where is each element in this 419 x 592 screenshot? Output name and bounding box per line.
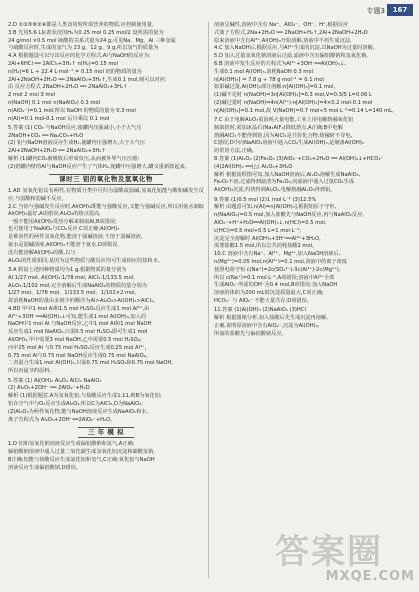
left-column — [8, 20, 204, 580]
text-line: Al₂O₃:1/102 mol,完全溶解后生成NaAlO₂的物质的量分别为 — [8, 282, 147, 289]
section-band-2-title: 三 年 模 拟 — [78, 427, 134, 438]
text-line: 式离子方程式,2Na+2H₂O ══ 2NaOH+H₂↑,2Al+2NaOH+2H₂O — [214, 29, 368, 36]
text-line: 6.B 溶液中发生反应的方程式为Al³⁺+3OH⁻══Al(OH)₃↓, — [214, 60, 346, 67]
text-line: 2.C 当铝与强碱发生反应时,Al(OH)₃既能与强酸反应,又能与强碱反应,所以用氨水制取Al(OH)₃最好,A项错误;Al₂O₃的熔点很高, — [8, 203, 204, 217]
text-line: 一般不能用Al(OH)₃受热分解来制取Al,B项错误; — [8, 218, 117, 225]
text-line: 溶液呈碱性,溶液中含有 Na⁺、AlO₂⁻、OH⁻、H⁺,根据反应 — [214, 22, 349, 28]
answers-block-3 — [8, 188, 204, 264]
text-line: Fe₂O₃不溶,过滤得到滤渣为Fe₂O₃;向滤液中通入过量CO₂生成 — [214, 179, 355, 186]
text-line: c(HCl)=0.5 mol÷0.5 L=1 mol·L⁻¹; — [214, 227, 301, 234]
text-line: 解析 (1)根据题意,A为氢氧化铝,与盐酸反应生成1.11,则B为氧化铝; — [8, 393, 162, 400]
text-line: 按照电荷守恒 c(Na⁺)=2c(SO₄²⁻)-3c(Al³⁺)-2c(Mg²⁺), — [214, 266, 341, 273]
text-line: NaOH中1 mol Al 与NaOH反应,乙中1 mol Al和1 mol NaOH — [8, 321, 152, 328]
text-line: 0.75 mol Al与0.75 mol NaOH反应生成0.75 mol NaAlO₂, — [8, 352, 148, 359]
text-line: 离子方程式为 Al₂O₃+2OH⁻══2AlO₂⁻+H₂O。 — [8, 416, 116, 423]
text-line: 5.答案 (1) Al(OH)₃ Al₂O₃ AlCl₃ NaAlO₂ — [8, 377, 102, 384]
text-line: 解析 由题意可知,n(Al)=n[Al(OH)₃],根据铝原子守恒, — [214, 204, 337, 211]
section-band-title: 课时三 铝的氧化物及氢氧化物 — [49, 174, 163, 185]
text-line: Al(OH)₃,甲中需要3 mol NaOH,乙中需要0.5 mol H₂SO₄; — [8, 337, 142, 344]
text-line: Al(OH)₃沉淀,灼烧得到Al₂O₃,电解熔融Al₂O₃得到铝。 — [214, 187, 336, 194]
answers-block-6 — [8, 441, 204, 472]
text-line: (4)2Al(OH)₃ ══(△) Al₂O₃+3H₂O — [214, 163, 293, 170]
text-line: 解析 (1)罐内CO₂被吸收后形成负压,从而被外界气压压瘪; — [8, 156, 140, 163]
text-line: (2)Al₂O₃为两性氧化物,能与NaOH溶液反应生成NaAlO₂和水, — [8, 408, 149, 415]
text-line: 解析 根据图像分析,加入盐酸后先生成沉淀再溶解, — [214, 314, 328, 321]
text-line: 也可使用于NaAlO₂与CO₂反应,C项正确;Al(OH)₃ — [8, 226, 120, 233]
section-band-2 — [8, 427, 204, 438]
text-line: B正确;铝能与盐酸反应生成氯化铝和氢气,C正确;氧化铝与NaOH — [8, 456, 155, 463]
text-line: 沉淀完全溶解时 Al(OH)₃+3H⁺══Al³⁺+3H₂O, — [214, 235, 321, 242]
text-line: 2Al+2NaOH+2H₂O ══ 2NaAlO₂+3H₂↑,生成0.1 mol,则可以对应: — [8, 76, 167, 83]
section-band — [8, 174, 204, 185]
text-line: 氨水是弱碱溶液,Al(OH)₃不能溶于氨水,D项错误。 — [8, 242, 123, 249]
text-line: 二者混合生成1 mol Al(OH)₃,只需0.75 mol H₂SO₄和0.75 mol NaOH, — [8, 360, 173, 367]
text-line: 铝在空气中与O₂反应生成Al₂O₃,所以C为AlCl₃,D为NaAlO₂; — [8, 400, 144, 407]
answers-block-8 — [214, 117, 410, 194]
text-line: 11.答案 (1)Al(OH)₃ (2)NaAlO₂ (3)HCl — [214, 307, 306, 314]
text-line: 反应生成1 mol NaAlO₂,只需0.5 mol H₂SO₄即可生成1 mol — [8, 329, 148, 336]
text-line: n(Al)=0.1 mol-0.1 mol 后只乘以 0.1 mol — [8, 115, 110, 122]
text-line: C错误;D中向NaAlO₂溶液中通入CO₂生成Al(OH)₃,是制备Al(OH)₃ — [214, 140, 364, 147]
text-line: 原来溶液中含有Al³⁺,Al(OH)₃开始溶解,溶液中不再生成沉淀, — [214, 37, 352, 44]
text-line: 4.BD 甲中1 mol Al和1.5 mol H₂SO₄反应生成1 mol Al³⁺,由 — [8, 305, 150, 312]
text-line: (2) Al₂O₃+2OH⁻ ══ 2AlO₂⁻+H₂O — [8, 385, 90, 392]
text-line: 生成AlO₂⁻所需的OH⁻为0.4 mol,B项错误;加入NaOH — [214, 282, 338, 289]
text-line: 解析 根据流程图可知,加入NaOH溶液后,Al₂O₃溶解生成NaAlO₂, — [214, 171, 361, 178]
text-line: 10.C 溶液中含有Na⁺、Al³⁺、Mg²⁺,加入NaOH溶液后, — [214, 251, 341, 258]
text-line: 的常用方法,正确。 — [214, 148, 258, 155]
text-line: 故消耗NaOH的量由多到少的顺序为Al>Al₂O₃>Al(OH)₃>AlCl₃。 — [8, 298, 159, 305]
text-line: 2Al+2NaOH+2H₂O ══ 2NaAlO₂+3H₂↑ — [8, 148, 106, 155]
text-line: 生成0.1 mol Al(OH)₃,消耗NaOH 0.3 mol — [214, 68, 313, 75]
section-label: 专题3 — [366, 7, 385, 15]
text-line: 制取铝时,需加冰晶石(Na₃AlF₆)降低熔点,A正确;B中电解 — [214, 124, 343, 131]
text-line: 5.答案 (1) CO₂ 与NaOH反应,使罐内压强减小,小于大气压 — [8, 124, 142, 131]
answers-block-4 — [8, 267, 204, 376]
text-line: 所以丙最节约原料。 — [8, 368, 55, 375]
text-line: 正确,说明原溶液中含有AlO₂⁻,沉淀为Al(OH)₃, — [214, 322, 320, 329]
answers-block-10 — [214, 307, 410, 338]
text-line: n(Mg²⁺)=0.05 mol,n(Al³⁺)=0.1 mol,溶液中的离子浓度 — [214, 258, 347, 265]
text-line: 1/27 mol、1/78 mol、1/133.5 mol、1/102×2 mol, — [8, 290, 137, 297]
text-line: 偏铝酸钠溶液中通入过量二氧化碳生成氢氧化铝沉淀和碳酸氢钠, — [8, 448, 155, 455]
text-line: 8.答案 (1)Al₂O₃ (2)Fe₂O₃ (3)AlO₂⁻+CO₂+2H₂O ══ Al(OH)₃↓+HCO₃⁻ — [214, 156, 384, 163]
text-line: (2) 铝与NaOH溶液反应生成H₂,使罐内压强增大,大于大气压 — [8, 140, 146, 147]
watermark-logo — [275, 524, 415, 584]
page-header — [0, 4, 419, 20]
answers-block-2 — [8, 125, 204, 171]
page-number: 167 — [387, 4, 413, 16]
text-line: 3.B 先用5.6 L标准状况的H₂为0.25 mol 0.25 mol/2 设所需的量为 — [8, 29, 164, 36]
text-line: Al³⁺+3OH⁻══Al(OH)₃↓可知,能生成1 mol Al(OH)₃,加入的 — [8, 313, 147, 320]
text-line: n[Al(OH)₃]=0.1 mol,故 V(NaOH)=0.7 mol÷5 mol·L⁻¹=0.14 L=140 mL。 — [214, 107, 398, 114]
text-line: 4.A 根据题设可以写出反应的化学方程式,Al与NaOH的反应为: — [8, 53, 151, 60]
column-divider — [208, 22, 209, 578]
watermark-text: 答案圈 — [275, 532, 383, 572]
text-line: (2)碱过量时 n(NaOH)=4n(Al³⁺)-n[Al(OH)₃]=4×0.2 mol-0.1 mol — [214, 99, 373, 106]
text-line: 3.A 假设上述四种物质均为1 g,根据物质的量分别为 — [8, 266, 127, 273]
answers-block-9 — [214, 197, 410, 306]
text-line: 需要盐酸1.5 mol,所以总共消耗盐酸2 mol。 — [214, 243, 318, 250]
text-line: 熔融AlCl₃不能得到铝,因为AlCl₃是共价化合物,熔融时不导电, — [214, 132, 353, 139]
text-line: HCO₃⁻ 与 AlO₂⁻ 不能大量共存,D项错误。 — [214, 297, 312, 304]
text-line: 5.D 加入过量氢氧化钠溶液后过滤,滤液中含有偏铝酸钠和氢氧化钠, — [214, 53, 368, 60]
text-line: 没有能溶解Al(OH)₃的酸,以与 — [8, 249, 76, 256]
text-line: n(AlO₂⁻)=0.1 mol,所以 NaOH 的物质的量为 0.3 mol — [8, 107, 136, 114]
text-line: 4.C 加入NaOH后,根据反应,与Al³⁺生成的沉淀,以NaOH为过量时溶解。 — [214, 45, 378, 52]
watermark-url: MXQE.COM — [325, 569, 415, 584]
text-line: n(NaOH) 0.1 mol n(NaAlO₂) 0.3 mol — [8, 99, 101, 106]
text-line: 2Al+6HCl ══ 2AlCl₃+3H₂↑ n(H₂)=0.15 mol — [8, 60, 119, 67]
text-line: 1.AD 氢氧化铝具有两性,在物质分类中可归为弱酸或弱碱,氢氧化铝能与酸和碱发生反应,与弱酸和弱碱不反应。 — [8, 188, 204, 202]
text-line: 是难溶性的两性氢氧化物,能溶于强碱溶液,不溶于弱碱溶液, — [8, 234, 143, 241]
answers-block-7 — [214, 22, 410, 115]
text-line: 与硫酸反应时,生成的氢气为 23 g、12 g、9 g,所以氢气的质量为 — [8, 45, 159, 52]
text-line: 溶液反应生成偏铝酸钠,D错误。 — [8, 464, 82, 471]
text-line: 所以 c(Na⁺)=0.1 mol·L⁻¹,A项错误;溶液中Al³⁺全部 — [214, 274, 335, 281]
answers-block-5 — [8, 378, 204, 424]
text-line: 9.答案 (1)0.5 mol (2)1 mol·L⁻¹ (3)12.5% — [214, 196, 317, 203]
text-line: 溶液的体积为200 mL时沉淀质量最大,C项正确; — [214, 290, 324, 297]
text-line: n(H₂)=6 L ÷ 22.4 L·mol⁻¹ = 0.15 mol 铝的物质的量为 — [8, 68, 142, 75]
text-line: 7.C 由于电解Al₂O₃需消耗大量电能,工业上用电解熔融氧化铝 — [214, 117, 354, 124]
text-line: 所加的盐酸先与偏铝酸钠反应。 — [214, 330, 287, 337]
text-line: AlO₂⁻+H⁺+H₂O══Al(OH)₃↓,n(HCl)=0.5 mol, — [214, 219, 327, 226]
text-line: Al:1/27 mol, Al(OH)₃:1/78 mol, AlCl₃:1/133.5 mol, — [8, 274, 135, 281]
text-line: 2.D ①③⑤⑥②④都是人类食用时所需营养的物质,应控制使用量。 — [8, 22, 158, 28]
text-line: 2 mol 2 mol 3 mol — [8, 92, 56, 99]
text-line: (2)铝罐内壁的Al与NaOH反应产生了气体H₂,使罐中压强增大,罐又重新鼓起来。 — [8, 163, 190, 170]
answers-block-1 — [8, 22, 204, 123]
right-column — [214, 20, 410, 580]
text-line: 由 反应方程式 2NaOH+2H₂O ══ 2NaAlO₂+3H₂↑ — [8, 84, 128, 91]
text-line: 如果碱过量,Al(OH)₃部分溶解:n[Al(OH)₃]=0.1 mol, — [214, 84, 336, 91]
text-line: n[Al(OH)₃] = 7.8 g ÷ 78 g·mol⁻¹ = 0.1 mol — [214, 76, 324, 83]
text-line: n(NaAlO₂)=0.5 mol,加入盐酸先与NaOH反应,再与NaAlO₂反应, — [214, 212, 364, 219]
text-line: 2NaOH+CO₂ ══ Na₂CO₃+H₂O — [8, 132, 84, 139]
text-line: (1)碱不足时 n(NaOH)=3n[Al(OH)₃]=0.3 mol,V=0.3/5 L=0.06 L — [214, 92, 372, 99]
text-line: 1.D 铝和氢氧化钠溶液反应生成偏铝酸钠和氢气,A正确; — [8, 441, 135, 448]
text-line: 丙中25 mol Al 与0.75 mol H₂SO₄反应生成0.25 mol Al³⁺, — [8, 344, 147, 351]
text-line: Al₂O₃的性质相同,是因为这些物质与酸反应均可生成相应的盐和水。 — [8, 257, 163, 264]
text-line: 24 g/mol ×0.5 mol 硫酸的关系式量为24 g,可见Na、Mg、Al 三种金属 — [8, 37, 176, 44]
